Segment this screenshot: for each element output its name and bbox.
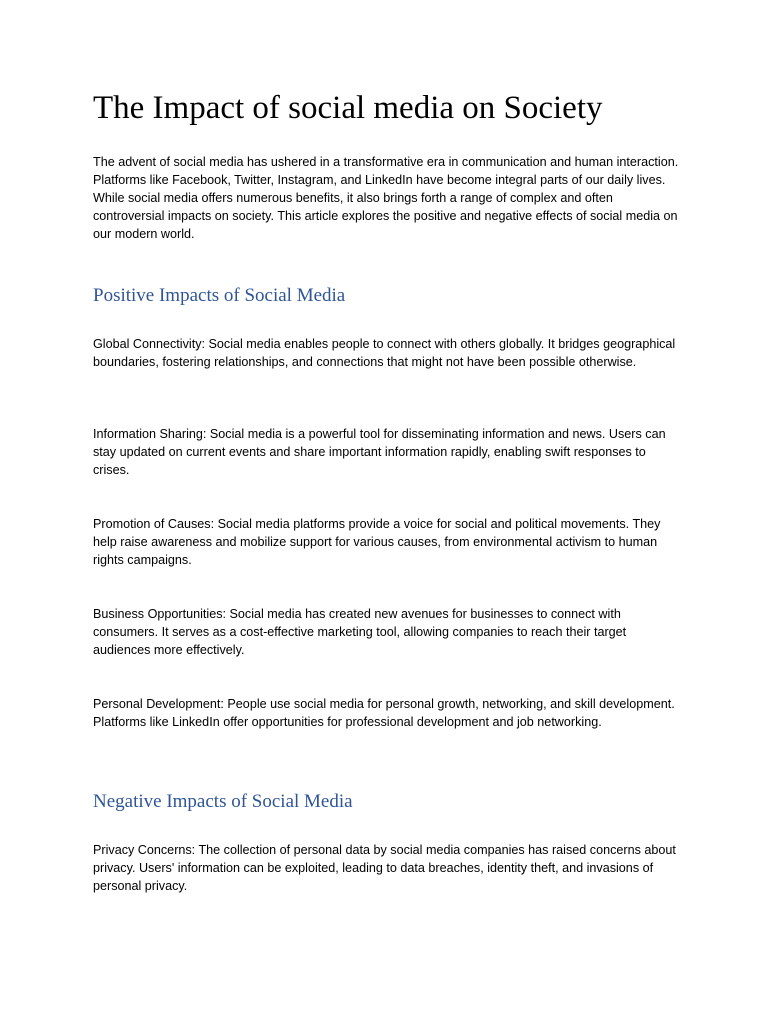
- document-title: The Impact of social media on Society: [93, 90, 603, 126]
- positive-item-personal-development: Personal Development: People use social media for personal growth, networking, and skill development. Platforms like LinkedIn offer opportunities for professional development and job networking.: [93, 697, 675, 729]
- positive-item-promotion-of-causes: Promotion of Causes: Social media platforms provide a voice for social and political movements. They help raise awareness and mobilize support for various causes, from environmental activism to human rights campaigns.: [93, 517, 661, 567]
- positive-item-business-opportunities: Business Opportunities: Social media has created new avenues for businesses to connect with consumers. It serves as a cost-effective marketing tool, allowing companies to reach their target audiences more effectively.: [93, 607, 627, 657]
- positive-impacts-heading: Positive Impacts of Social Media: [93, 285, 346, 306]
- negative-impacts-heading: Negative Impacts of Social Media: [93, 791, 353, 812]
- negative-item-privacy-concerns: Privacy Concerns: The collection of personal data by social media companies has raised concerns about privacy. Users' information can be exploited, leading to data breaches, identity theft, and invasions of personal privacy.: [93, 843, 676, 893]
- intro-paragraph: The advent of social media has ushered in a transformative era in communication and human interaction. Platforms like Facebook, Twitter, Instagram, and LinkedIn have become integral parts of our daily lives. While social media offers numerous benefits, it also brings forth a range of complex and often controversial impacts on society. This article explores the positive and negative effects of social media on our modern world.: [93, 155, 679, 241]
- positive-item-information-sharing: Information Sharing: Social media is a powerful tool for disseminating information and news. Users can stay updated on current events and share important information rapidly, enabling swift responses to crises.: [93, 427, 666, 477]
- positive-item-global-connectivity: Global Connectivity: Social media enables people to connect with others globally. It bridges geographical boundaries, fostering relationships, and connections that might not have been possible otherwise.: [93, 337, 676, 369]
